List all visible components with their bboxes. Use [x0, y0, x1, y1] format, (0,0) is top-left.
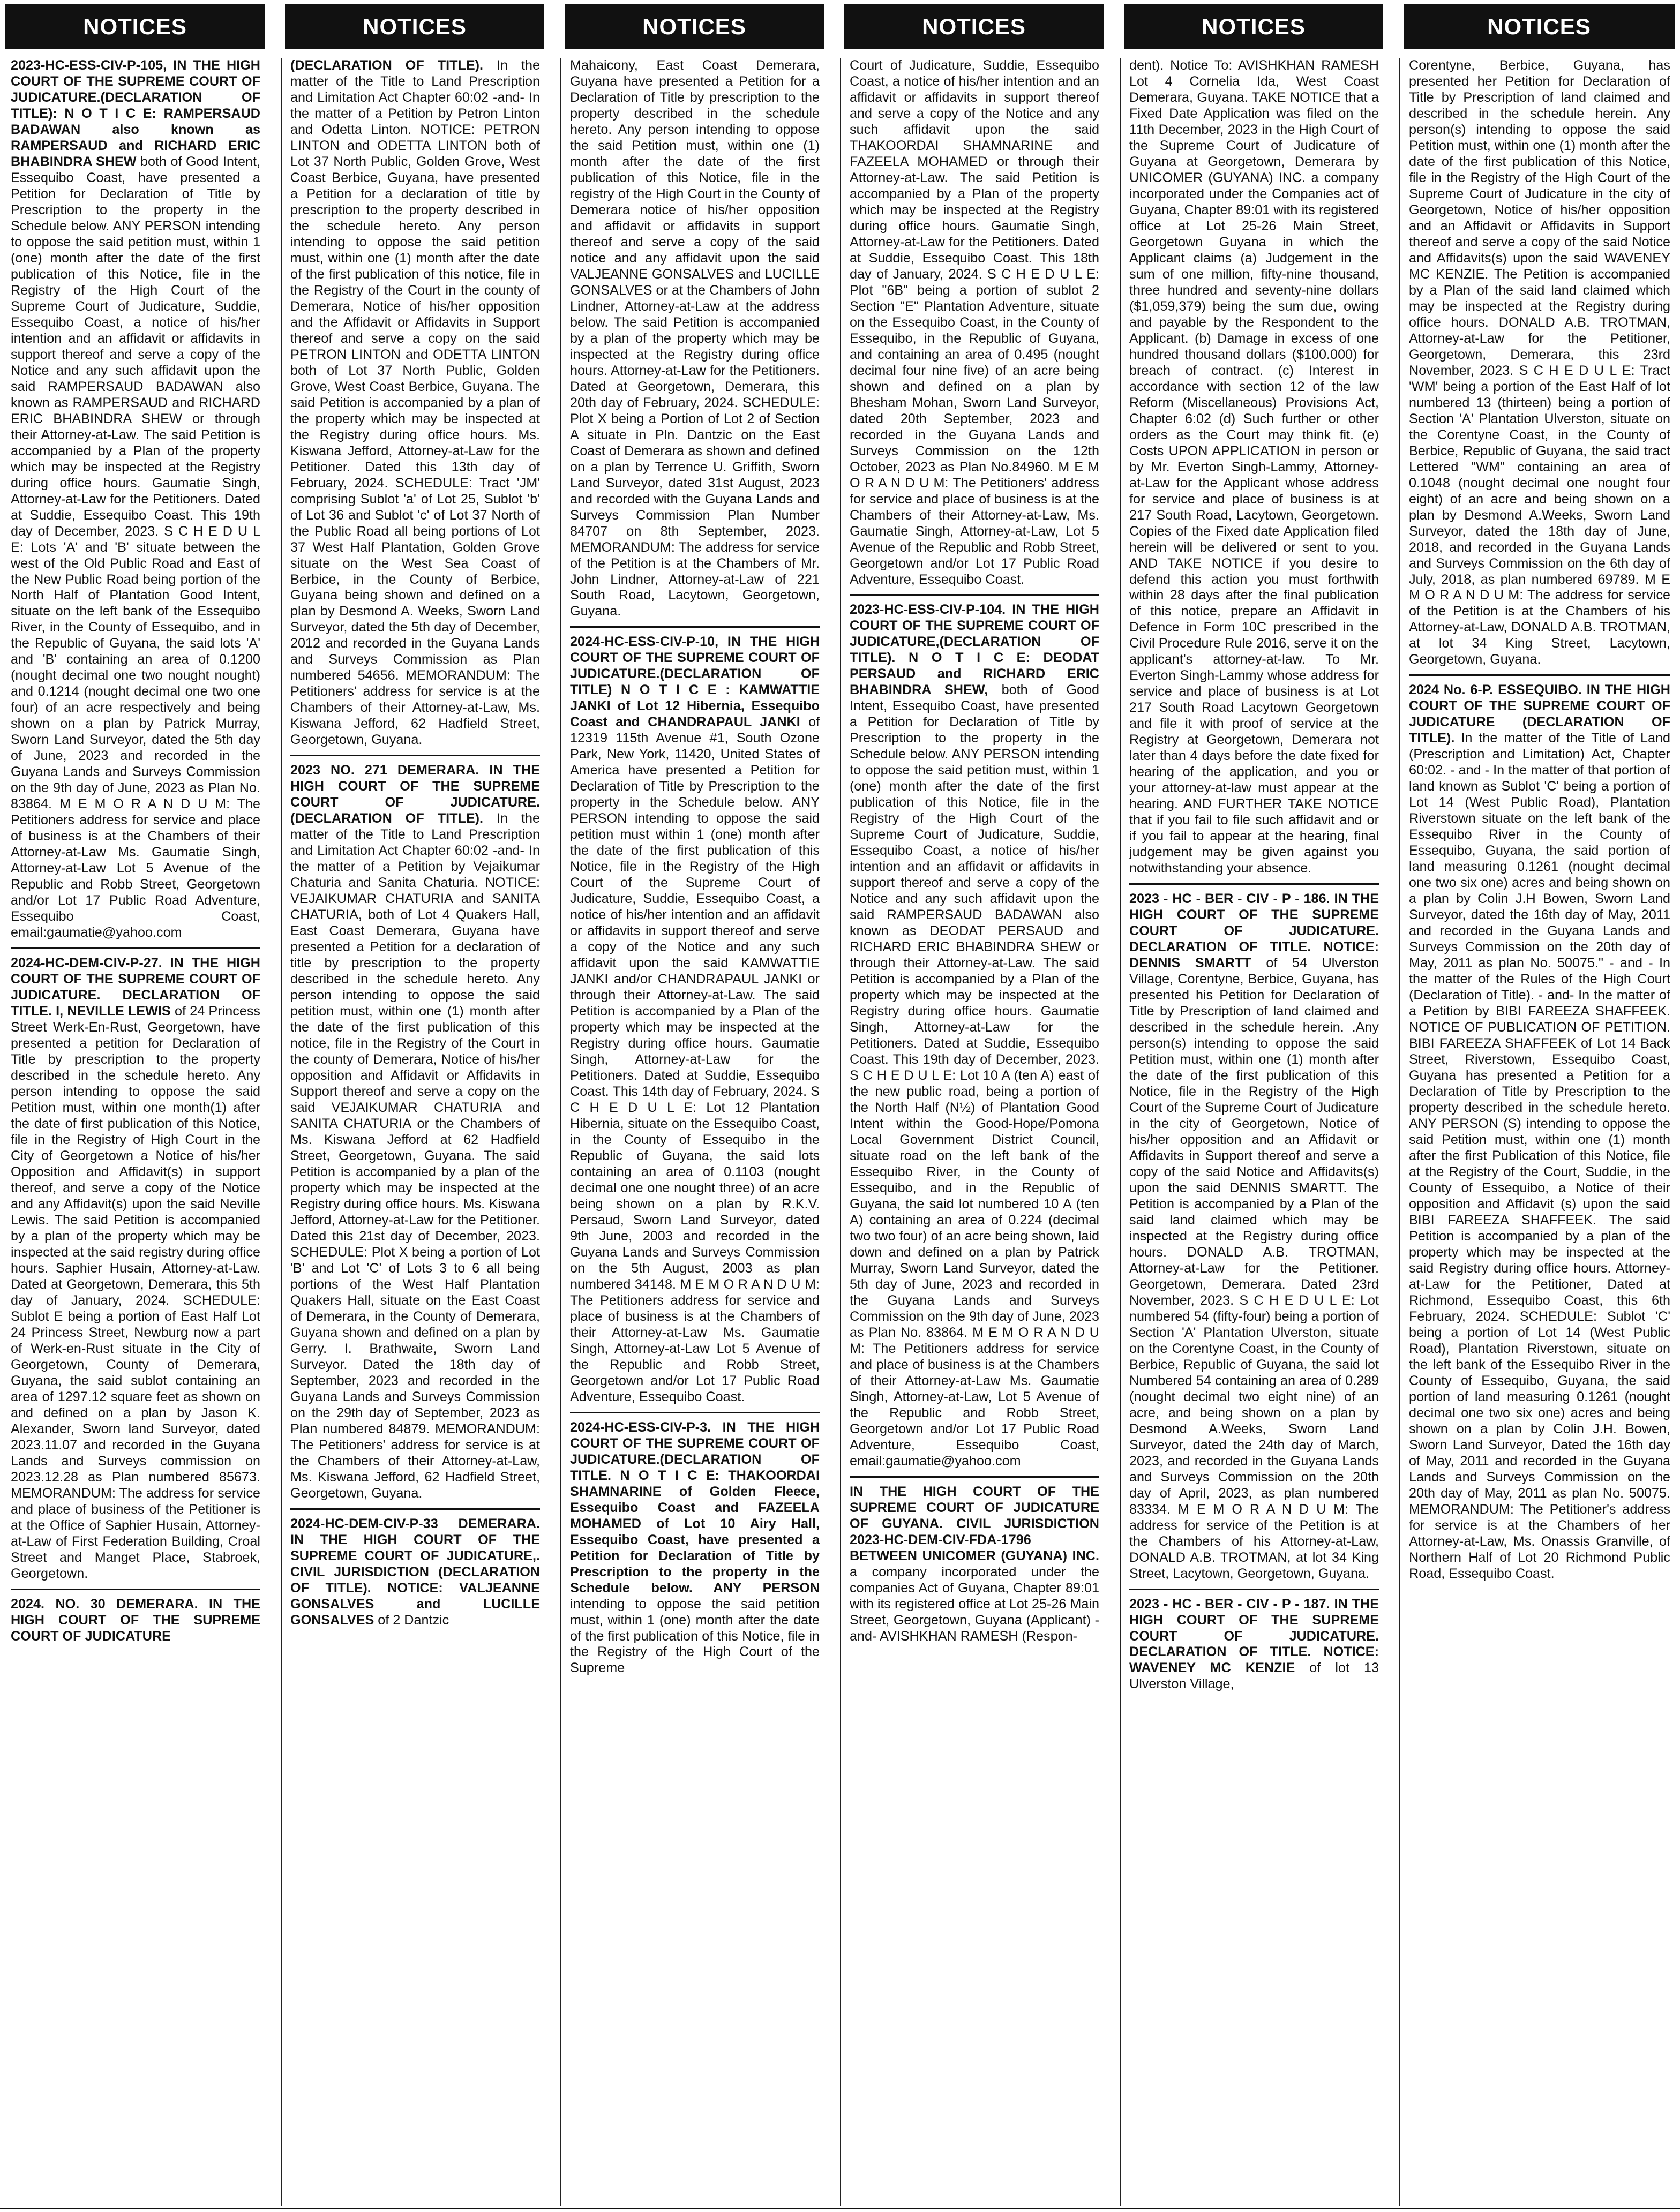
notice-heading: 2024-HC-DEM-CIV-P-33 DEMERARA. IN THE HIGH COURT OF THE SUPREME COURT OF JUDICATURE,. CIVIL JURISDICTION (DECLARATION OF TITLE). NOTICE: VALJEANNE GONSALVES and LUCILLE GONSALVES: [290, 1516, 540, 1628]
notice-heading: 2024-HC-ESS-CIV-P-10, IN THE HIGH COURT OF THE SUPREME COURT OF JUDICATURE.(DECLARATION OF TITLE) N O T I C E : KAMWATTIE JANKI of Lot 12 Hibernia, Essequibo Coast and CHANDRAPAUL JANKI: [570, 634, 820, 730]
column-header: NOTICES: [5, 4, 265, 49]
column-header: NOTICES: [565, 4, 824, 49]
notice-text: of 12319 115th Avenue #1, South Ozone Park, New York, 11420, United States of America have presented a Petition for Declaration of Title by Prescription to the property in the Schedule below. ANY PERSON intending to oppose the said petition must within 1 (one) month after the date of the first publication of this Notice, file in the Registry of the High Court of the Supreme Court of Judicature, Suddie, Essequibo Coast, a notice of his/her intention and an affidavit or affidavits in support thereof and serve a copy of the Notice and any such affidavit upon the said KAMWATTIE JANKI and/or CHANDRAPAUL JANKI or through their Attorney-at-Law. The said Petition is accompanied by a Plan of the property which may be inspected at the Registry during office hours. Gaumatie Singh, Attorney-at-Law for the Petitioners. Dated at Suddie, Essequibo Coast. This 14th day of February, 2024. S C H E D U L E: Lot 12 Plantation Hibernia, situate on the Essequibo Coast, in the County of Essequibo in the Republic of Guyana, the said lots containing an area of 0.1103 (nought decimal one one nought three) of an acre being shown on a plan by R.K.V. Persaud, Sworn Land Surveyor, dated 9th June, 2003 and recorded in the Guyana Lands and Surveys Commission on the 5th August, 2003 as plan numbered 34148. M E M O R A N D U M: The Petitioners address for service and place of business is at the Chambers of their Attorney-at-Law Ms. Gaumatie Singh, Attorney-at-Law Lot 5 Avenue of the Republic and Robb Street, Georgetown and/or Lot 17 Public Road Adventure, Essequibo Coast.: [570, 714, 820, 1404]
notice-text: dent). Notice To: AVISHKHAN RAMESH Lot 4 Cornelia Ida, West Coast Demerara, Guyana. TAKE NOTICE that a Fixed Date Application was filed on the 11th December, 2023 in the High Court of the Supreme Court of Judicature of Guyana at Georgetown, Demerara by UNICOMER (GUYANA) INC. a company incorporated under the Companies act of Guyana, Chapter 89:01 with its registered office at Lot 25-26 Main Street, Georgetown Guyana in which the Applicant claims (a) Judgement in the sum of one million, fifty-nine thousand, three hundred and seventy-nine dollars ($1,059,379) being the sum due, owing and payable by the Respondent to the Applicant. (b) Damage in excess of one hundred thousand dollars ($100.000) for breach of contract. (c) Interest in accordance with section 12 of the law Reform (Miscellaneous) Provisions Act, Chapter 6:02 (d) Such further or other orders as the Court may think fit. (e) Costs UPON APPLICATION in person or by Mr. Everton Singh-Lammy, Attorney-at-Law for the Applicant whose address for service and place of business is at 217 South Road, Lacytown, Georgetown. Copies of the Fixed date Application filed herein will be delivered or sent to you. AND TAKE NOTICE if you desire to defend this action you must forthwith within 28 days after the final publication of this notice, prepare an Affidavit in Defence in Form 10C prescribed in the Civil Procedure Rule 2016, serve it on the applicant's attorney-at-law. To Mr. Everton Singh-Lammy whose address for service and place of business is at Lot 217 South Road Lacytown Georgetown and file it with proof of service at the Registry at Georgetown, Demerara not later than 4 days before the date fixed for hearing of the application, and you or your attorney-at-law must appear at the hearing. AND FURTHER TAKE NOTICE that if you fail to file such affidavit and or if you fail to appear at the hearing, final judgement may be given against you notwithstanding your absence.: [1129, 58, 1379, 876]
column-1: [2, 0, 268, 2209]
column-body: [570, 58, 820, 2207]
notice-text: In the matter of the Title of Land (Prescription and Limitation) Act, Chapter 60:02. - and - In the matter of that portion of land known as Sublot 'C' being a portion of Lot 14 (West Public Road), Plantation Riverstown situate on the left bank of the Essequibo River in the County of Essequibo, Guyana, the said portion of land measuring 0.1261 (nought decimal one two six one) acres and being shown on a plan by Colin J.H Bowen, Sworn Land Surveyor, dated the 16th day of May, 2011 and recorded in the Guyana Lands and Surveys Commission on the 20th day of May, 2011 as plan No. 50075." - and - In the matter of the Rules of the High Court (Declaration of Title). - and- In the matter of a Petition by BIBI FAREEZA SHAFFEEK. NOTICE OF PUBLICATION OF PETITION. BIBI FAREEZA SHAFFEEK of Lot 14 Back Street, Riverstown, Essequibo Coast, Guyana has presented a Petition for a Declaration of Title by Prescription to the property described in the schedule hereto. ANY PERSON (S) intending to oppose the said Petition must, within one (1) month after the first Publication of this Notice, file at the Registry of the Court, Suddie, in the County of Essequibo, a Notice of their opposition and Affidavit (s) upon the said BIBI FAREEZA SHAFFEEK. The said Petition is accompanied by a plan of the property which may be inspected at the said Registry during office hours. Attorney-at-Law for the Petitioner, Dated at Richmond, Essequibo Coast, this 6th February, 2024. SCHEDULE: Sublot 'C' being a portion of Lot 14 (West Public Road), Plantation Riverstown, situate on the left bank of the Essequibo River in the County of Essequibo, Guyana, the said portion of land measuring 0.1261 (nought decimal one two six one) acres and being shown on a plan by Colin J.H. Bowen, Sworn Land Surveyor, Dated the 16th day of May, 2011 and recorded in the Guyana Lands and Surveys Commission on the 20th day of May, 2011 as plan No. 50075. MEMORANDUM: The Petitioner's address for service is at the Chambers of her Attorney-at-Law, Ms. Onassis Granville, of Northern Half of Lot 20 Richmond Public Road, Essequibo Coast.: [1409, 731, 1670, 1581]
column-header: NOTICES: [1404, 4, 1675, 49]
column-header: NOTICES: [844, 4, 1104, 49]
notice: [570, 58, 820, 620]
notice-text: intending to oppose the said petition must, within 1 (one) month after the date of the first publication of this Notice, file in the Registry of the High Court of the Supreme: [570, 1596, 820, 1676]
notice: [11, 1597, 260, 1645]
notice: [290, 763, 540, 1501]
notice-text: of 54 Ulverston Village, Corentyne, Berbice, Guyana, has presented his Petition for Declaration of Title by Prescription of land claimed and described in the schedule herein. .Any person(s) intending to oppose the said Petition must, within one (1) month after the date of the first publication of this Notice, file in the Registry of the High Court of the Supreme Court of Judicature in the city of Georgetown, Notice of his/her opposition and an Affidavit or Affidavits in Support thereof and serve a copy of the said Notice and Affidavits(s) upon the said DENNIS SMARTT. The Petition is accompanied by a Plan of the said land claimed which may be inspected at the Registry during office hours. DONALD A.B. TROTMAN, Attorney-at-Law for the Petitioner. Georgetown, Demerara. Dated 23rd November, 2023. S C H E D U L E: Lot numbered 54 (fifty-four) being a portion of Section 'A' Plantation Ulverston, situate on the Corentyne Coast, in the County of Berbice, Republic of Guyana, the said lot Numbered 54 containing an area of 0.289 (nought decimal two eight nine) of an acre, and being shown on a plan by Desmond A.Weeks, Sworn Land Surveyor, dated the 24th day of March, 2023, and recorded in the Guyana Lands and Surveys Commission on the 20th day of April, 2023, as plan numbered 83334. M E M O R A N D U M: The address for service of the Petition is at the Chambers of his Attorney-at-Law, DONALD A.B. TROTMAN, at lot 34 King Street, Lacytown, Georgetown, Guyana.: [1129, 955, 1379, 1581]
notice-heading: 2023 - HC - BER - CIV - P - 186. IN THE HIGH COURT OF THE SUPREME COURT OF JUDICATURE. DECLARATION OF TITLE. NOTICE: DENNIS SMARTT: [1129, 891, 1379, 971]
column-6: [1400, 0, 1678, 2209]
notice: [850, 602, 1099, 1469]
column-body: [11, 58, 260, 2207]
notice-text: Court of Judicature, Suddie, Essequibo Coast, a notice of his/her intention and an affidavit or affidavits in support thereof and serve a copy of the Notice and any such affidavit upon the said THAKOORDAI SHAMNARINE and FAZEELA MOHAMED or through their Attorney-at-Law. The said Petition is accompanied by a Plan of the property which may be inspected at the Registry during office hours. Gaumatie Singh, Attorney-at-Law for the Petitioners. Dated at Suddie, Essequibo Coast. This 18th day of January, 2024. S C H E D U L E: Plot "6B" being a portion of sublot 2 Section "E" Plantation Adventure, situate on the Essequibo Coast, in the County of Essequibo, in the Republic of Guyana, and containing an area of 0.495 (nought decimal four nine five) of an acre being shown and defined on a plan by Bhesham Mohan, Sworn Land Surveyor, dated 20th September, 2023 and recorded in the Guyana Lands and Surveys Commission on the 12th October, 2023 as Plan No.84960. M E M O R A N D U M: The Petitioners' address for service and place of business is at the Chambers of their Attorney-at-Law, Ms. Gaumatie Singh, Attorney-at-Law, Lot 5 Avenue of the Republic and Robb Street, Georgetown and/or Lot 17 Public Road Adventure, Essequibo Coast.: [850, 58, 1099, 587]
column-body: [1129, 58, 1379, 2207]
notice-heading: 2024. NO. 30 DEMERARA. IN THE HIGH COURT OF THE SUPREME COURT OF JUDICATURE: [11, 1596, 260, 1644]
column-3: [561, 0, 827, 2209]
notice-text: of 2 Dantzic: [378, 1612, 449, 1628]
notice: [570, 634, 820, 1405]
notice-text: of lot 13 Ulverston Village,: [1129, 1660, 1379, 1692]
notice: [290, 1516, 540, 1629]
notice-text: a company incorporated under the companies Act of Guyana, Chapter 89:01 with its registered office at Lot 25-26 Main Street, Georgetown, Guyana (Applicant) -and- AVISHKHAN RAMESH (Respon-: [850, 1564, 1099, 1644]
column-2: [282, 0, 548, 2209]
notice: [11, 955, 260, 1582]
notice: [1409, 682, 1670, 1582]
notice-separator: [290, 755, 540, 756]
notice: [570, 1420, 820, 1677]
notice-text: In the matter of the Title to Land Prescription and Limitation Act Chapter 60:02 -and- In the matter of a Petition by Vejaikumar Chaturia and Sanita Chaturia. NOTICE: VEJAIKUMAR CHATURIA and SANITA CHATURIA, both of Lot 4 Quakers Hall, East Coast Demerara, Guyana have presented a Petition for a declaration of title by prescription to the property described in the schedule hereto. Any person intending to oppose the said petition must, within one (1) month after the date of the first publication of this notice, file in the Registry of the Court in the county of Demerara, Notice of his/her opposition and Affidavit or Affidavits in Support thereof and serve a copy on the said VEJAIKUMAR CHATURIA and SANITA CHATURIA or the Chambers of Ms. Kiswana Jefford at 62 Hadfield Street, Georgetown, Guyana. The said Petition is accompanied by a plan of the property which may be inspected at the Registry during office hours. Ms. Kiswana Jefford, Attorney-at-Law for the Petitioner. Dated this 21st day of December, 2023. SCHEDULE: Plot X being a portion of Lot 'B' and Lot 'C' of Lots 3 to 6 all being portions of the West Half Plantation Quakers Hall, situate on the East Coast of Demerara, in the County of Demerara, Guyana shown and defined on a plan by Gerry. I. Brathwaite, Sworn Land Surveyor. Dated the 18th day of September, 2023 and recorded in the Guyana Lands and Surveys Commission on the 29th day of September, 2023 as Plan numbered 84879. MEMORANDUM: The Petitioners' address for service is at the Chambers of their Attorney-at-Law, Ms. Kiswana Jefford, 62 Hadfield Street, Georgetown, Guyana.: [290, 811, 540, 1501]
notice: [1409, 58, 1670, 668]
notice: [850, 58, 1099, 588]
notice-heading: IN THE HIGH COURT OF THE SUPREME COURT OF JUDICATURE OF GUYANA. CIVIL JURISDICTION 2023-HC-DEM-CIV-FDA-1796 BETWEEN UNICOMER (GUYANA) INC.: [850, 1484, 1099, 1563]
notice-separator: [1129, 883, 1379, 885]
notice-heading: 2023-HC-ESS-CIV-P-105, IN THE HIGH COURT OF THE SUPREME COURT OF JUDICATURE.(DECLARATION OF TITLE): N O T I C E: RAMPERSAUD BADAWAN also known as RAMPERSAUD and RICHARD ERIC BHABINDRA SHEW: [11, 58, 260, 169]
notice-separator: [290, 1508, 540, 1510]
notice-heading: (DECLARATION OF TITLE).: [290, 58, 484, 73]
notice: [1129, 891, 1379, 1582]
notice: [850, 1484, 1099, 1645]
notice-separator: [850, 1476, 1099, 1478]
notice: [1129, 58, 1379, 877]
notice-separator: [570, 1412, 820, 1413]
column-header: NOTICES: [285, 4, 544, 49]
notice-separator: [570, 626, 820, 628]
notice-separator: [11, 947, 260, 949]
notice: [1129, 1597, 1379, 1693]
page-bottom-rule: [0, 2208, 1680, 2209]
notice-text: both of Good Intent, Essequibo Coast, have presented a Petition for Declaration of Title by Prescription to the property in the Schedule below. ANY PERSON intending to oppose the said petition must, within 1 (one) month after the date of the first publication of this Notice, file in the Registry of the High Court of the Supreme Court of Judicature, Suddie, Essequibo Coast, a notice of his/her intention and an affidavit or affidavits in support thereof and serve a copy of the Notice and any such affidavit upon the said RAMPERSAUD BADAWAN also known as RAMPERSAUD and RICHARD ERIC BHABINDRA SHEW or through their Attorney-at-Law. The said Petition is accompanied by a Plan of the property which may be inspected at the Registry during office hours. Gaumatie Singh, Attorney-at-Law for the Petitioners. Dated at Suddie, Essequibo Coast. This 19th day of December, 2023. S C H E D U L E: Lots 'A' and 'B' situate between the west of the Old Public Road and East of the New Public Road being portion of the North Half of Plantation Good Intent, situate on the left bank of the Essequibo River, in the County of Essequibo, and in the Republic of Guyana, the said lots 'A' and 'B' containing an area of 0.1200 (nought decimal one two nought nought) and 0.1214 (nought decimal one two one four) of an acre respectively and being shown on a plan by Patrick Murray, Sworn Land Surveyor, dated the 5th day of June, 2023 and recorded in the Guyana Lands and Surveys Commission on the 9th day of June, 2023 as Plan No. 83864. M E M O R A N D U M: The Petitioners address for service and place of business is at the Chambers of their Attorney-at-Law Ms. Gaumatie Singh, Attorney-at-Law Lot 5 Avenue of the Republic and Robb Street, Georgetown and/or Lot 17 Public Road Adventure, Essequibo Coast, email:gaumatie@yahoo.com: [11, 154, 260, 941]
column-4: [841, 0, 1107, 2209]
column-body: [1409, 58, 1670, 2207]
column-body: [290, 58, 540, 2207]
notice-heading: 2023 NO. 271 DEMERARA. IN THE HIGH COURT OF THE SUPREME COURT OF JUDICATURE. (DECLARATION OF TITLE).: [290, 763, 540, 826]
notice-separator: [1409, 674, 1670, 676]
notice-heading: 2023-HC-ESS-CIV-P-104. IN THE HIGH COURT OF THE SUPREME COURT OF JUDICATURE,(DECLARATION OF TITLE). N O T I C E: DEODAT PERSAUD and RICHARD ERIC BHABINDRA SHEW,: [850, 602, 1099, 698]
notice-text: Corentyne, Berbice, Guyana, has presented her Petition for Declaration of Title by Prescription of land claimed and described in the schedule herein. Any person(s) intending to oppose the said Petition must, within one (1) month after the date of the first publication of this Notice, file in the Registry of the High Court of the Supreme Court of Judicature in the city of Georgetown, Notice of his/her opposition and an Affidavit or Affidavits in Support thereof and serve a copy of the said Notice and Affidavits(s) upon the said WAVENEY MC KENZIE. The Petition is accompanied by a Plan of the said land claimed which may be inspected at the Registry during office hours. DONALD A.B. TROTMAN, Attorney-at-Law for the Petitioner, Georgetown, Demerara, this 23rd November, 2023. S C H E D U L E: Tract 'WM' being a portion of the East Half of lot numbered 13 (thirteen) being a portion of Section 'A' Plantation Ulverston, situate on the Corentyne Coast, in the County of Berbice, Republic of Guyana, the said tract Lettered "WM" containing an area of 0.1048 (nought decimal one nought four eight) of an acre and being shown on a plan by Desmond A.Weeks, Sworn Land Surveyor, dated the 18th day of June, 2018, and recorded in the Guyana Lands and Surveys Commission on the 6th day of July, 2018, as plan numbered 69789. M E M O R A N D U M: The address for service of the Petition is at the Chambers of his Attorney-at-Law, DONALD A.B. TROTMAN, at lot 34 King Street, Lacytown, Georgetown, Guyana.: [1409, 58, 1670, 667]
notice-text: Mahaicony, East Coast Demerara, Guyana have presented a Petition for a Declaration of Title by prescription to the property described in the schedule hereto. Any person intending to oppose the said Petition must, within one (1) month after the date of the first publication of this Notice, file in the registry of the High Court in the County of Demerara notice of his/her opposition and affidavit or affidavits in support thereof and serve a copy of the said notice and any affidavit upon the said VALJEANNE GONSALVES and LUCILLE GONSALVES or at the Chambers of John Lindner, Attorney-at-Law at the address below. The said Petition is accompanied by a plan of the property which may be inspected at the Registry during office hours. Attorney-at-Law for the Petitioners. Dated at Georgetown, Demerara, this 20th day of February, 2024. SCHEDULE: Plot X being a Portion of Lot 2 of Section A situate in Pln. Dantzic on the East Coast of Demerara as shown and defined on a plan by Terrence U. Griffith, Sworn Land Surveyor, dated 31st August, 2023 and recorded with the Guyana Lands and Surveys Commission Plan Number 84707 on 8th September, 2023. MEMORANDUM: The address for service of the Petition is at the Chambers of Mr. John Lindner, Attorney-at-Law of 221 South Road, Lacytown, Georgetown, Guyana.: [570, 58, 820, 619]
notice-text: of 24 Princess Street Werk-En-Rust, Georgetown, have presented a petition for Declaration of Title by prescription to the property described in the schedule hereto. Any person intending to oppose the said Petition must, within one month(1) after the date of first publication of this Notice, file in the Registry of High Court in the City of Georgetown a Notice of his/her Opposition and Affidavit(s) in support thereof, and serve a copy of the Notice and any Affidavit(s) upon the said Neville Lewis. The said Petition is accompanied by a plan of the property which may be inspected at the said registry during office hours. Saphier Husain, Attorney-at-Law. Dated at Georgetown, Demerara, this 5th day of January, 2024. SCHEDULE: Sublot E being a portion of East Half Lot 24 Princess Street, Newburg now a part of Werk-en-Rust situate in the City of Georgetown, County of Demerara, Guyana, the said sublot containing an area of 1297.12 square feet as shown on and defined on a plan by Jason K. Alexander, Sworn land Surveyor, dated 2023.11.07 and recorded in the Guyana Lands and Surveys commission on 2023.12.28 as Plan numbered 85673. MEMORANDUM: The address for service and place of business of the Petitioner is at the Office of Saphier Husain, Attorney-at-Law of First Federation Building, Croal Street and Manget Place, Stabroek, Georgetown.: [11, 1004, 260, 1581]
notice-text: both of Good Intent, Essequibo Coast, have presented a Petition for Declaration of Title by Prescription to the property in the Schedule below. ANY PERSON intending to oppose the said petition must, within 1 (one) month after the date of the first publication of this Notice, file in the Registry of the High Court of the Supreme Court of Judicature, Suddie, Essequibo Coast, a notice of his/her intention and an affidavit or affidavits in support thereof and serve a copy of the Notice and any such affidavit upon the said RAMPERSAUD BADAWAN also known as DEODAT PERSAUD and RICHARD ERIC BHABINDRA SHEW or through their Attorney-at-Law. The said Petition is accompanied by a Plan of the property which may be inspected at the Registry during office hours. Gaumatie Singh, Attorney-at-Law for the Petitioners. Dated at Suddie, Essequibo Coast. This 19th day of December, 2023. S C H E D U L E: Lot 10 A (ten A) east of the new public road, being a portion of the North Half (N½) of Plantation Good Intent within the Good-Hope/Pomona Local Government District Council, situate road on the left bank of the Essequibo River, in the County of Essequibo, and in the Republic of Guyana, the said lot numbered 10 A (ten A) containing an area of 0.224 (decimal two two four) of an acre being shown, laid down and defined on a plan by Patrick Murray, Sworn Land Surveyor, dated the 5th day of June, 2023 and recorded in the Guyana Lands and Surveys Commission on the 9th day of June, 2023 as Plan No. 83864. M E M O R A N D U M: The Petitioners address for service and place of business is at the Chambers of their Attorney-at-Law Ms. Gaumatie Singh, Attorney-at-Law, Lot 5 Avenue of the Republic and Robb Street, Georgetown and/or Lot 17 Public Road Adventure, Essequibo Coast, email:gaumatie@yahoo.com: [850, 682, 1099, 1469]
notice-text: In the matter of the Title to Land Prescription and Limitation Act Chapter 60:02 -and- In the matter of a Petition by Petron Linton and Odetta Linton. NOTICE: PETRON LINTON and ODETTA LINTON both of Lot 37 North Public, Golden Grove, West Coast Berbice, Guyana, have presented a Petition for a declaration of title by prescription to the property described in the schedule hereto. Any person intending to oppose the said petition must, within one (1) month after the date of the first publication of this notice, file in the Registry of the Court in the county of Demerara, Notice of his/her opposition and the Affidavit or Affidavits in Support thereof and serve a copy on the said PETRON LINTON and ODETTA LINTON both of Lot 37 North Public, Golden Grove, West Coast Berbice, Guyana. The said Petition is accompanied by a plan of the property which may be inspected at the Registry during office hours. Ms. Kiswana Jefford, Attorney-at-Law for the Petitioner. Dated this 13th day of February, 2024. SCHEDULE: Tract 'JM' comprising Sublot 'a' of Lot 25, Sublot 'b' of Lot 36 and Sublot 'c' of Lot 37 North of the Public Road all being portions of Lot 37 West Half Plantation, Golden Grove situate on the West Sea Coast of Berbice, in the County of Berbice, Guyana being shown and defined on a plan by Desmond A. Weeks, Sworn Land Surveyor, dated the 5th day of December, 2012 and recorded in the Guyana Lands and Surveys Commission as Plan numbered 54656. MEMORANDUM: The Petitioners' address for service is at the Chambers of their Attorney-at-Law, Ms. Kiswana Jefford, 62 Hadfield Street, Georgetown, Guyana.: [290, 58, 540, 748]
notice-heading: 2024-HC-DEM-CIV-P-27. IN THE HIGH COURT OF THE SUPREME COURT OF JUDICATURE. DECLARATION OF TITLE. I, NEVILLE LEWIS: [11, 955, 260, 1019]
notice-separator: [850, 594, 1099, 596]
notice-heading: 2023 - HC - BER - CIV - P - 187. IN THE HIGH COURT OF THE SUPREME COURT OF JUDICATURE. DECLARATION OF TITLE. NOTICE: WAVENEY MC KENZIE: [1129, 1596, 1379, 1676]
notice: [11, 58, 260, 941]
notice-separator: [11, 1589, 260, 1590]
column-header: NOTICES: [1124, 4, 1383, 49]
column-5: [1121, 0, 1386, 2209]
column-body: [850, 58, 1099, 2207]
notice-heading: 2024-HC-ESS-CIV-P-3. IN THE HIGH COURT OF THE SUPREME COURT OF JUDICATURE.(DECLARATION OF TITLE. N O T I C E: THAKOORDAI SHAMNARINE of Golden Fleece, Essequibo Coast and FAZEELA MOHAMED of Lot 10 Airy Hall, Essequibo Coast, have presented a Petition for Declaration of Title by Prescription to the property in the Schedule below. ANY PERSON: [570, 1419, 820, 1596]
notice: [290, 58, 540, 748]
notice-heading: 2024 No. 6-P. ESSEQUIBO. IN THE HIGH COURT OF THE SUPREME COURT OF JUDICATURE (DECLARATION OF TITLE).: [1409, 682, 1670, 746]
notice-separator: [1129, 1589, 1379, 1590]
